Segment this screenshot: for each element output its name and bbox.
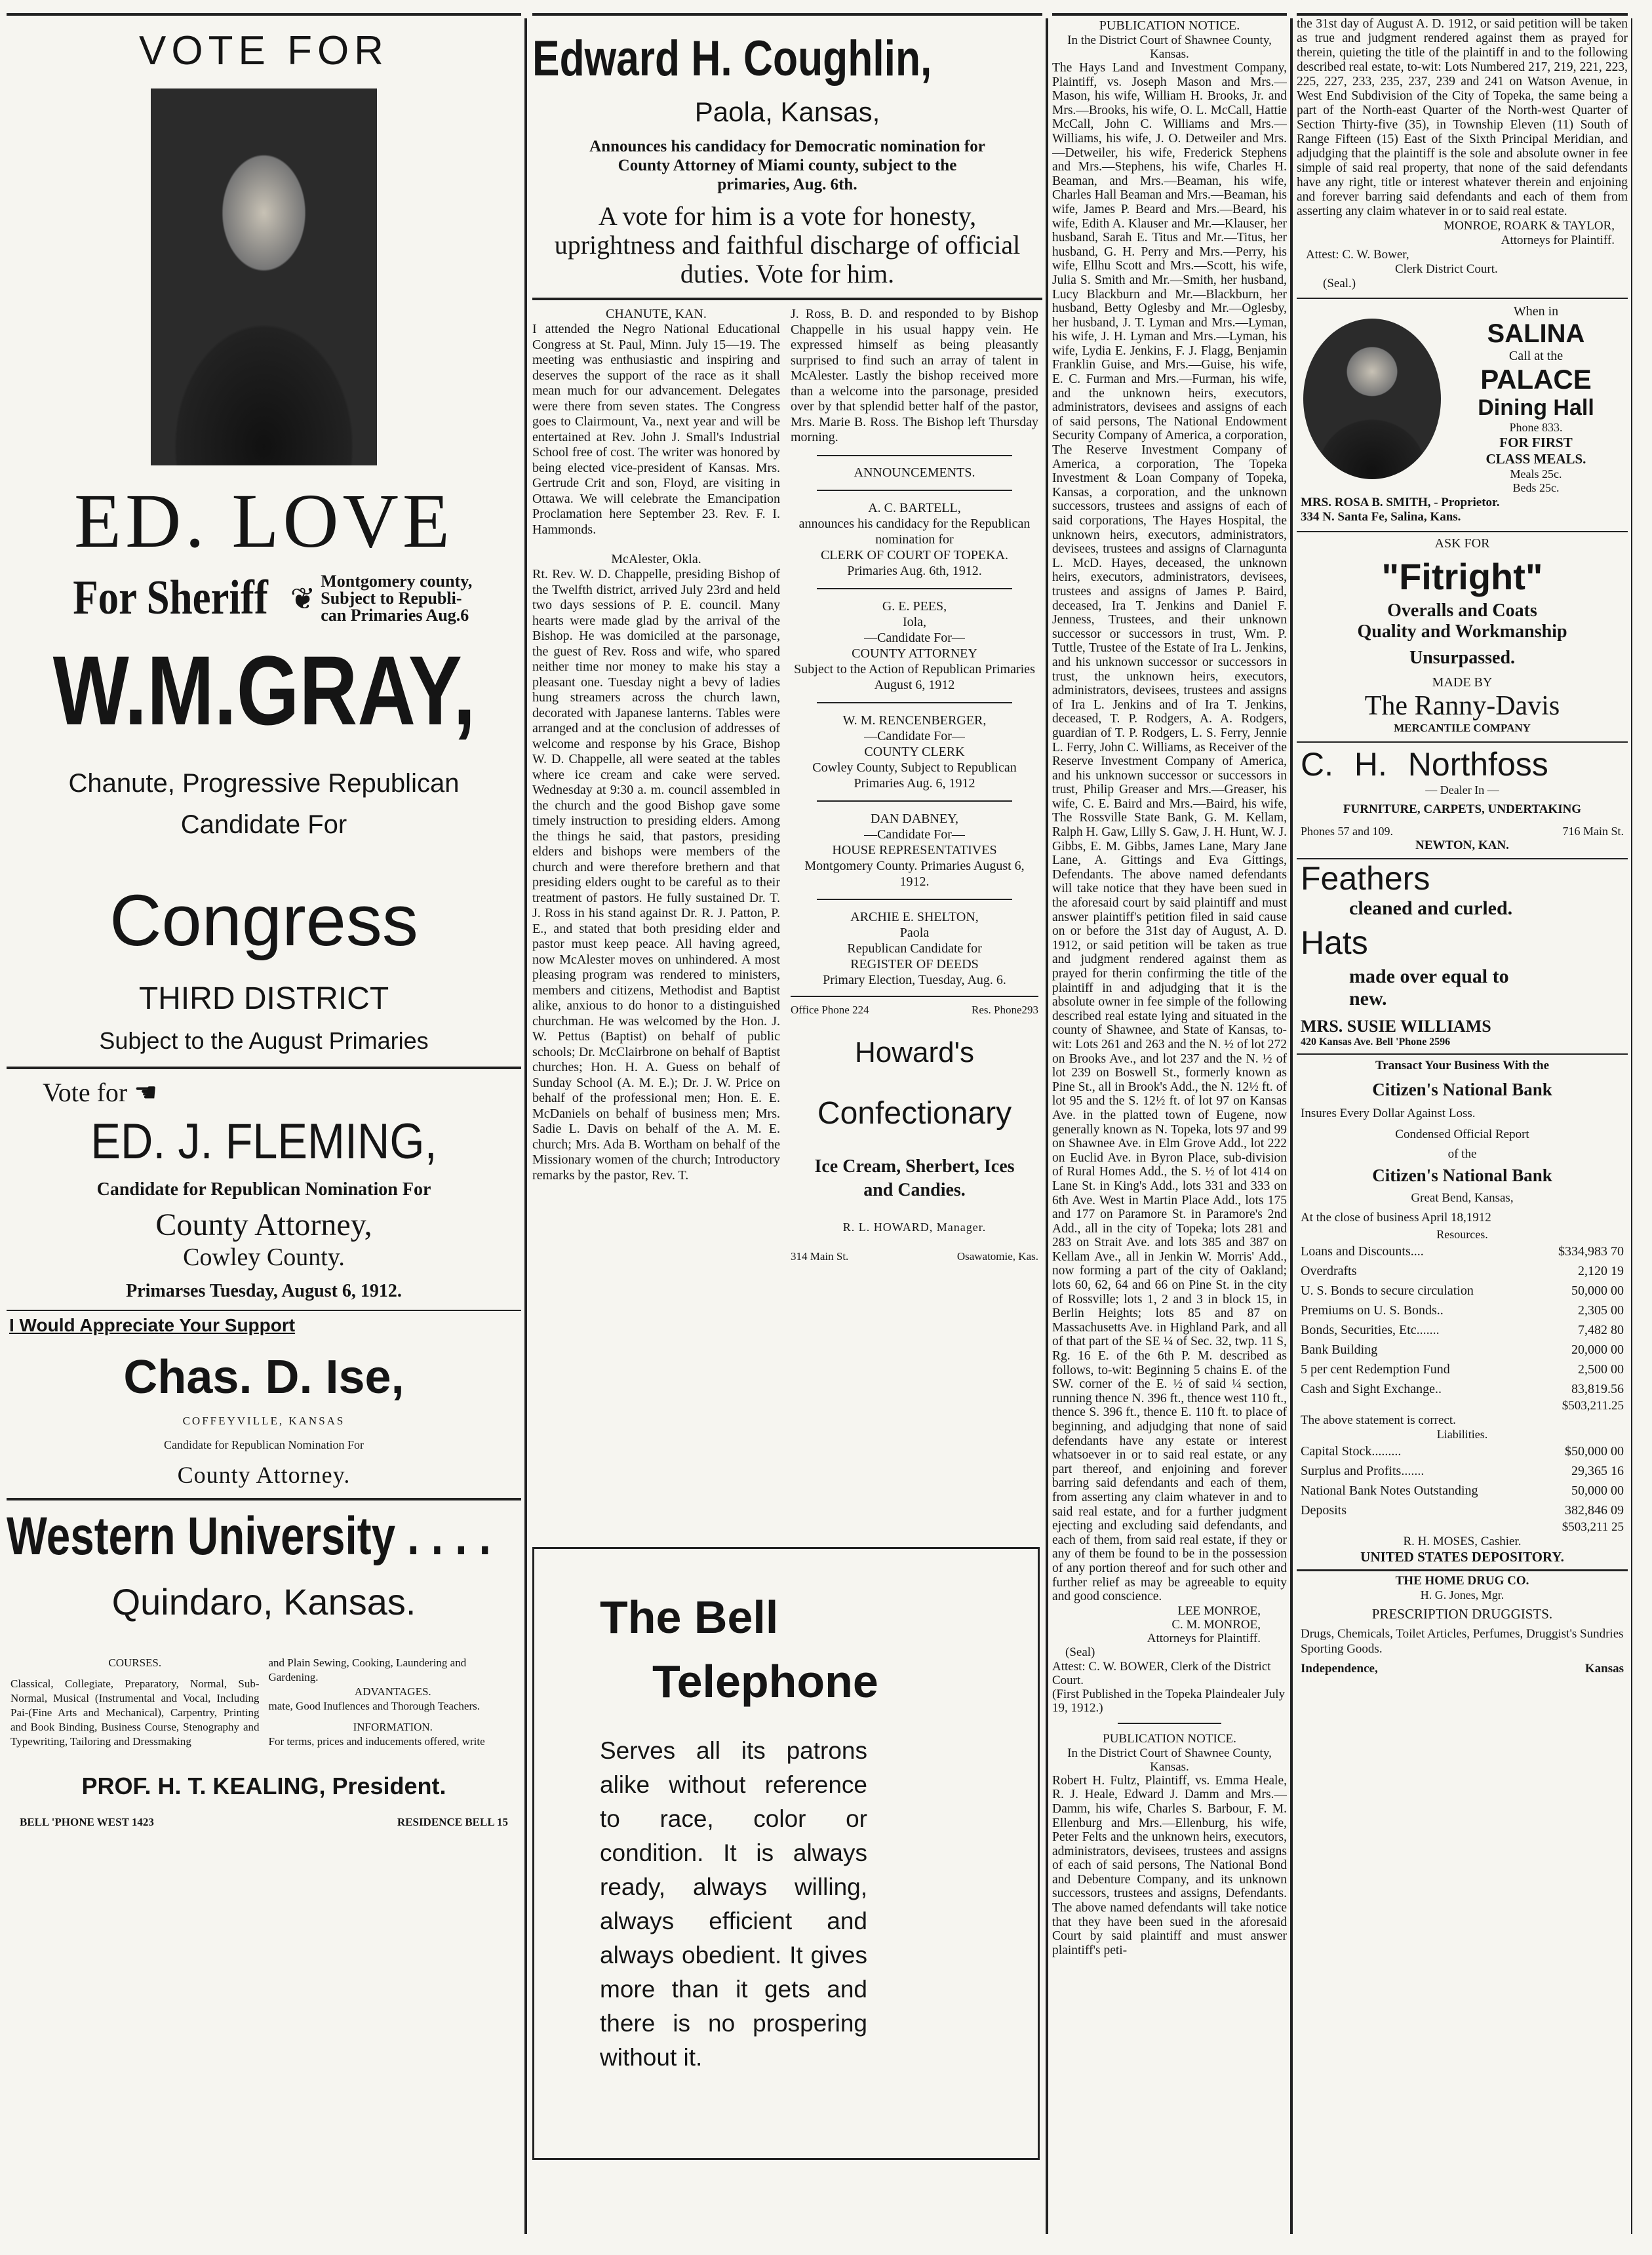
gray-office: Congress: [109, 880, 418, 961]
wu-name: Western University . . . .: [7, 1506, 491, 1566]
ise-office: County Attorney.: [177, 1462, 351, 1488]
wu-adv: mate, Good Inuflences and Thorough Teachers.: [268, 1700, 480, 1712]
fh-made: made over equal to new.: [1349, 966, 1509, 1010]
drug-mgr: H. G. Jones, Mgr.: [1420, 1588, 1504, 1601]
nf-goods: FURNITURE, CARPETS, UNDERTAKING: [1343, 802, 1582, 816]
bank-row: [1301, 1461, 1624, 1481]
gray-district: THIRD DISTRICT: [138, 981, 389, 1016]
shelton-office: REGISTER OF DEEDS: [850, 956, 979, 971]
bank-total: $503,211.25: [1562, 1399, 1624, 1413]
wu-residence: RESIDENCE BELL 15: [397, 1816, 508, 1828]
pub1-first: (First Published in the Topeka Plaindealer July 19, 1912.): [1052, 1687, 1286, 1715]
bank-resources: Resources.: [1436, 1228, 1488, 1241]
bank-liabilities: Liabilities.: [1436, 1428, 1488, 1441]
pub2-head: PUBLICATION NOTICE.: [1103, 1731, 1236, 1746]
pub2-text: Robert H. Fultz, Plaintiff, vs. Emma Heale, R. J. Heale, Edward J. Damm and Mrs.—Damm, his wife, Charles S. Barbour, F. M. Ellenburg and Mrs.—Ellenburg, his wife, Peter Felts and the unknown heirs, executors, administrators, devisees, trustees and assigns of each of said persons, The National Bond and Debenture Company, and its unknown successors, trustees and assigns, Defendants. The above named defendants will take notice that they have been sued in the aforesaid Court by said plaintiff and must answer plaintiff's peti-: [1052, 1773, 1287, 1957]
fit-company: The Ranny-Davis: [1364, 691, 1560, 721]
salina-addr: 334 N. Santa Fe, Salina, Kans.: [1301, 510, 1461, 524]
love-sub: can Primaries Aug.6: [321, 605, 469, 625]
bartell-primary: Primaries Aug. 6th, 1912.: [847, 563, 982, 578]
bank-row-value: 7,482 80: [1578, 1323, 1624, 1337]
bank-liabilities-table: [1297, 1441, 1628, 1520]
pub1-text: The Hays Land and Investment Company, Plaintiff, vs. Joseph Mason and Mrs.—Mason, his wife, William H. Brooks, Jr. and Mrs.—Brooks, his wife, O. L. McCall, Hattie McCall, John C. Williams and Mrs.—Williams, his wife, J. O. Detweiler and Mrs.—Detweiler, his wife, Frederick Stephens and Mrs.—Stephens, his wife, Charles H. Beaman, and Mrs.—Beaman, his wife, Charles Hall Beaman and Mrs.—Beaman, his wife, James P. Beard and Mrs.—Beard, his wife, Edith A. Klauser and Mr.—Klauser, her husband, Sarah E. Titus and Mr.—Titus, her husband, G. H. Perry and Mrs.—Perry, his wife, Ellhu Scott and Mrs.—Scott, his wife, Julia S. Smith and Mr.—Smith, her husband, Lucy Blackburn and Mr.—Blackburn, her husband, Betty Oglesby and Mr.—Oglesby, her husband, J. T. Lyman and Mrs.—Lyman, his wife, J. H. Lyman and Mrs.—Lyman, his wife, Lydia E. Jenkins, F. J. Flagg, Benjamin Franklin Guise, and Mrs.—Guise, his wife, E. C. Furman and Mrs.—Furman, his wife, and the unknown heirs, executors, administrators, devisees and assigns of each of said persons, The National Endowment Security Company of America, a corporation, The Reserve Investment Company of America, a corporation, The Topeka Investment & Loan Company of Topeka, Kansas, a corporation, and the unknown successors, trustees and assigns of each of said corporations, The Hayes Hospital, the unknown heirs, executors, administrators, devisees, trustees and assigns of Clarnagunta L. McD. Hayes, deceased, the unknown heirs, executors, administrators, devisees, trustees and assigns of James P. Baird, deceased, Ira T. Jenkins and Daniel F. Jenness, Trustees, and their unknown successor or successors in trust, Wm. P. Tuttle, Trustee of the Estate of Ira L. Jenkins, and his unknown successor or successors in trust, the unknown heirs, executors, administrators, devisees, trustees and assigns of Ira L. Jenkins and of Ira T. Jenkins, deceased, T. P. Rodgers, A. A. Rodgers, guardian of T. P. Rodgers, L. S. Ferry, Jennie L. Ferry, John C. Williams, as Receiver of the Reserve Investment Company of America, and his unknown successor or successors in trust, Philip Greaser and Mrs.—Greaser, his wife, C. E. Baird and Mrs.—Baird, his wife, The Rossville State Bank, G. M. Kellam, Ralph H. Gaw, Lilly S. Gaw, J. H. Hunt, W. J. Gibbs, E. M. Gibbs, James Lane, Mary Jane Lane, A. Gittings and Eva Gittings, Defendants. The above named defendants will take notice that they have been sued in the aforesaid court by said plaintiff and must answer plaintiff's petition filed in said cause on or before the 31st day of August, A. D. 1912, or said petition will be taken as true and judgment rendered against them as prayed for therin confirming the title of the plaintiff in and adjudging that it is the absolute owner in fee simple of the following described real estate lying and situated in the county of Shawnee, and State of Kansas, to-wit: Lots 261 and 263 and the N. ½ of lot 272 on Brooks Ave., and lot 237 and the N. ½ of lot 239 on Boswell St., formerly known as Pine St., all in Brook's Add., the N. 12½ ft. of lot 95 and the S. 12½ ft. of lot 97 on Kansas Ave. in the platted town of Eugene, now generally known as N. Topeka, lots 97 and 99 on Shawnee Ave. in Elm Grove Add., lot 222 on Euclid Ave. in Byron Place, sub-division of Rural Homes Add., the S. ½ of lot 414 on Lane St. in King's Add., lots 331 and 333 on 6th Ave. West in Martin Place Add., lots 175 and 177 on Paramore St. in Paramore's 2nd Add., all in the city of Topeka; lots 281 and 283 on Strait Ave. and lots 385 and 387 on Kellam Ave., all in Jenkin W. Morris' Add., now forming a part of the city of Oakland; lots 60, 62, 64 and 66 on Pine St. in the city of Rossville; lots 1, 2 and 3 in block 15, in Berlin Heights; lots 85 and 87 on Massachusetts Ave. in Highland Park, and all of that part of the SE ¼ of Sec. 32, twp. 11 S, Rg. 16 E. of the 6th P. M. described as follows, to-wit: Beginning 5 chains E. of the SW. corner of the E. ½ of said ¼ section, running thence N. 396 ft., thence west 110 ft., thence S. 396 ft., thence E. 110 ft. to place of beginning, and adjudging that none of said defendants have any estate or interest whatsoever in or to said real estate, or any part thereof, and enjoining and forever barring said defendants and each of them, from asserting any claim whatever in and to said real estate, and for a further judgment ejecting and excluding said defendants, and each of them, from said real estate, if they or any of them be found to be in the possession of any portion thereof and for such other and further relief as may be agreeable to equity and good conscience.: [1052, 61, 1287, 1604]
top-notice-text: the 31st day of August A. D. 1912, or said petition will be taken as true and judgment rendered against them as prayed for therein, quieting the title of the plaintiff in and to the following described real estate, to-wit: Lots Numbered 217, 219, 221, 223, 225, 227, 233, 235, 237, 239 and 241 on Watson Avenue, in West End Subdivision of the City of Topeka, the same being a part of the North-east Quarter of the North-west Quarter of Section Thirty-five (35), in Township Eleven (11) South of Range Fifteen (15) East of the Sixth Principal Meridian, and adjudging that the plaintiff is the sole and absolute owner in fee simple of said real property, that none of the said defendants have any right, title or interest whatever therein and enjoining and forever barring said defendants and each of them from asserting any claim whatever in or to said real estate.: [1297, 17, 1628, 218]
drug-city: Independence,: [1301, 1662, 1378, 1676]
howard-city: Osawatomie, Kas.: [956, 1249, 1038, 1263]
drug-items: Drugs, Chemicals, Toilet Articles, Perfumes, Druggist's Sundries Sporting Goods.: [1301, 1627, 1624, 1656]
column-rule: [1631, 18, 1632, 2234]
salina-class: CLASS MEALS.: [1485, 451, 1586, 467]
bank-row-value: 20,000 00: [1571, 1343, 1624, 1357]
salina-when: When in: [1513, 304, 1559, 319]
bank-row-label: Bank Building: [1301, 1343, 1378, 1357]
bell-title: Telephone: [652, 1656, 878, 1707]
shelton-town: Paola: [899, 925, 930, 940]
bank-row-value: $334,983 70: [1558, 1244, 1624, 1259]
bank-row-value: 50,000 00: [1571, 1483, 1624, 1498]
bank-row-label: Deposits: [1301, 1503, 1347, 1518]
bartell-name: A. C. BARTELL,: [868, 500, 961, 515]
bank-row-value: 2,120 19: [1578, 1264, 1624, 1278]
candidate-portrait: [151, 88, 377, 465]
wu-president: PROF. H. T. KEALING, President.: [81, 1773, 446, 1799]
pub1-seal: (Seal): [1065, 1645, 1095, 1659]
wu-info: For terms, prices and inducements offered, write: [268, 1735, 485, 1748]
bank-row: [1301, 1441, 1624, 1461]
bank-row-value: 50,000 00: [1571, 1284, 1624, 1298]
howard-items: Ice Cream, Sherbert, Ices and Candies.: [814, 1156, 1015, 1200]
bank-row-label: Overdrafts: [1301, 1264, 1357, 1278]
fleming-name: ED. J. FLEMING,: [90, 1114, 437, 1169]
salina-palace: PALACE: [1480, 364, 1592, 395]
pointing-hand-icon: ☚: [134, 1078, 158, 1107]
bank-row-value: 83,819.56: [1571, 1382, 1624, 1396]
top-seal: (Seal.): [1323, 277, 1356, 290]
gray-name: W.M.GRAY,: [52, 635, 476, 745]
fleming-line: Candidate for Republican Nomination For: [96, 1179, 431, 1200]
bank-depository: UNITED STATES DEPOSITORY.: [1360, 1549, 1564, 1565]
bank-row: [1301, 1340, 1624, 1360]
ise-name: Chas. D. Ise,: [123, 1351, 404, 1403]
fit-name: "Fitright": [1381, 556, 1543, 597]
shelton-line: Republican Candidate for: [847, 941, 982, 956]
bank-condensed: Condensed Official Report: [1395, 1128, 1529, 1141]
bank-place: Great Bend, Kansas,: [1411, 1191, 1514, 1205]
fit-line: Quality and Workmanship: [1357, 621, 1567, 642]
mcalester-text-cont: J. Ross, B. D. and responded to by Bishop Chappelle in his usual happy vein. He expressed himself as being pleasantly surprised to find such an array of talent in McAlester. Lastly the bishop received more than a welcome into the parsonage, presided over by that splendid better half of the pastor, Mrs. Marie B. Ross. The Bishop left Thursday morning.: [791, 307, 1038, 444]
fh-addr: 420 Kansas Ave. Bell 'Phone 2596: [1301, 1036, 1451, 1048]
fleming-county: Cowley County.: [183, 1244, 345, 1271]
fleming-primary: Primarses Tuesday, August 6, 1912.: [126, 1281, 402, 1301]
salina-dining: Dining Hall: [1478, 395, 1594, 420]
coughlin-town: Paola, Kansas,: [694, 96, 880, 127]
love-sub: Subject to Republi-: [321, 588, 462, 608]
salina-call: Call at the: [1508, 349, 1564, 363]
salina-phone: Phone 833.: [1509, 421, 1563, 434]
renc-subject: Cowley County, Subject to Republican Primaries Aug. 6, 1912: [812, 760, 1017, 791]
bank-close: At the close of business April 18,1912: [1301, 1211, 1491, 1225]
wu-phone: BELL 'PHONE WEST 1423: [20, 1816, 154, 1828]
top-attest: Attest: C. W. Bower,: [1306, 248, 1409, 262]
bank-row-label: Bonds, Securities, Etc.......: [1301, 1323, 1440, 1337]
bank-row-label: Cash and Sight Exchange..: [1301, 1382, 1442, 1396]
bank-correct: The above statement is correct.: [1301, 1413, 1456, 1427]
fit-line: Overalls and Coats: [1387, 600, 1537, 621]
bank-row-value: 382,846 09: [1565, 1503, 1624, 1518]
pees-town: Iola,: [902, 614, 927, 629]
drug-state: Kansas: [1584, 1662, 1624, 1676]
drug-presc: PRESCRIPTION DRUGGISTS.: [1371, 1606, 1553, 1622]
fit-made: MADE BY: [1432, 675, 1493, 690]
bell-title: The Bell: [600, 1592, 779, 1643]
top-attys: Attorneys for Plaintiff.: [1501, 233, 1615, 247]
chanute-head: CHANUTE, KAN.: [606, 307, 707, 321]
vote-for-heading: VOTE FOR: [139, 28, 389, 73]
bank-row: [1301, 1320, 1624, 1340]
bell-text: Serves all its patrons alike without reference to race, color or condition. It is always ready, always willing, always efficient and always obedient. It gives more than it gets and there is no prospering without it.: [600, 1737, 867, 2071]
bank-row: [1301, 1301, 1624, 1320]
bank-row-label: National Bank Notes Outstanding: [1301, 1483, 1478, 1498]
ise-support: I Would Appreciate Your Support: [9, 1315, 296, 1335]
fh-cleaned: cleaned and curled.: [1349, 897, 1513, 919]
pees-name: G. E. PEES,: [882, 598, 947, 614]
love-name: ED. LOVE: [74, 478, 454, 564]
salina-meals: Meals 25c.: [1510, 467, 1562, 480]
salina-for: FOR FIRST: [1499, 435, 1573, 450]
chanute-text: I attended the Negro National Educational Congress at St. Paul, Minn. July 15—19. The meeting was enthusiastic and inspiring and deserves the support of the race as it shall mean much for our advancement. Delegates were there from seven states. The Congress goes to Clairmount, Va., next year and will be entertained at Rev. John J. Small's Industrial School free of cost. The writer was honored by being elected vice-president of Kansas. Mrs. Gertrude Crit and son, Floyd, are visiting in Ottawa. We will celebrate the Emancipation Proclamation here September 23. Rev. F. I. Hammonds.: [532, 322, 780, 537]
ise-line: Candidate for Republican Nomination For: [164, 1438, 364, 1451]
pub2-court: In the District Court of Shawnee County, Kansas.: [1067, 1746, 1272, 1774]
wu-more: and Plain Sewing, Cooking, Laundering and Gardening.: [268, 1657, 467, 1683]
bartell-office: CLERK OF COURT OF TOPEKA.: [820, 547, 1009, 562]
howard-conf: Confectionary: [817, 1095, 1012, 1131]
wu-place: Quindaro, Kansas.: [111, 1581, 416, 1622]
pees-cand: —Candidate For—: [864, 630, 965, 645]
pees-subject: Subject to the Action of Republican Primaries August 6, 1912: [794, 661, 1035, 692]
howard-mgr: R. L. HOWARD, Manager.: [842, 1220, 987, 1234]
bank-row: [1301, 1242, 1624, 1261]
salina-prop: MRS. ROSA B. SMITH, - Proprietor.: [1301, 496, 1500, 509]
fh-name: MRS. SUSIE WILLIAMS: [1301, 1017, 1491, 1036]
bank-row-label: Loans and Discounts....: [1301, 1244, 1424, 1259]
renc-office: COUNTY CLERK: [864, 744, 965, 759]
gray-line: Candidate For: [180, 810, 347, 839]
dabney-cand: —Candidate For—: [864, 827, 965, 842]
coughlin-announce: Announces his candidacy for Democratic nomination for County Attorney of Miami county, subject to the primaries, Aug. 6th.: [589, 138, 985, 193]
bank-name2: Citizen's National Bank: [1372, 1166, 1552, 1185]
fit-merc: MERCANTILE COMPANY: [1394, 722, 1531, 734]
mcalester-text: Rt. Rev. W. D. Chappelle, presiding Bishop of the Twelfth district, arrived July 23rd and held two days sessions of P. E. council. Many hearts were made glad by the arrival of the Bishop. He was domiciled at the parsonage, the guest of Rev. Ross and wife, who spared neither time nor money to make his stay a pleasant one. Tuesday night a bevy of ladies hung streamers across the church lawn, decorated with Japanese lanterns. Tables were arranged and at the conclusion of addresses of welcome and response by his Grace, Bishop W. D. Chappelle, all were seated at the tables where ice cream and cake were served. Wednesday at 9:30 a. m. council assembled in the church and the good Bishop gave some timely instruction to presiding elders. Among the things he said, that pastors, presiding elders and bishops were members of the church and were therefore brethern and that presiding elders ought to be careful as to their treatment of pastors. He fully sustained Dr. T. J. Ross in his stand against Dr. R. J. Patton, P. E., and stated that both presiding elder and pastor must keep peace. All having agreed, now McAlester moves on unhindered. A most pleasing program was rendered to ministers, members and citizens, Methodist and Baptist alike, anxious to do honor to a distinguished churchman. He was welcomed by the Hon. J. W. Pettus (Baptist) on behalf of public schools; Dr. McClairbrone on behalf of Baptist churches; Hon. H. A. Guess on behalf of Sunday School (A. M. E.); Dr. J. W. Price on behalf of the professional men; Hon. E. E. McDaniels on behalf of business men; Mrs. Sadie L. Davis on behalf of the A. M. E. church; Mrs. Ada B. Wortham on behalf of the Missionary women of the church; Introductory remarks by the pastor, Rev. T.: [532, 567, 780, 1183]
pub1-attys: LEE MONROE,: [1177, 1603, 1261, 1618]
bell-telephone-ad: [532, 1547, 1040, 2160]
mcalester-head: McAlester, Okla.: [611, 552, 701, 566]
gray-subject: Subject to the August Primaries: [99, 1027, 429, 1054]
salina-city: SALINA: [1487, 319, 1585, 348]
bank-transact: Transact Your Business With the: [1375, 1059, 1549, 1072]
renc-name: W. M. RENCENBERGER,: [842, 713, 987, 728]
howard-office-phone: Office Phone 224: [791, 1003, 869, 1016]
wu-info-head: INFORMATION.: [353, 1721, 433, 1733]
column-3: [1052, 13, 1287, 2242]
pub1-attys: C. M. MONROE,: [1171, 1617, 1261, 1632]
bank-row-value: 2,500 00: [1578, 1362, 1624, 1377]
column-rule: [1046, 18, 1048, 2234]
gray-line: Chanute, Progressive Republican: [68, 769, 460, 798]
love-office: For Sheriff: [72, 571, 268, 625]
announcements-head: ANNOUNCEMENTS.: [854, 465, 975, 480]
bank-total: $503,211 25: [1562, 1520, 1624, 1534]
nf-name: C. H. Northfoss: [1301, 746, 1548, 783]
pub1-head: PUBLICATION NOTICE.: [1099, 18, 1240, 33]
wu-courses-head: COURSES.: [108, 1657, 162, 1669]
wu-courses: Classical, Collegiate, Preparatory, Normal, Sub-Normal, Musical (Instrumental and Vocal, Including Pai-(Fine Arts and Mechanical), Carpentry, Printing and Book Binding, Business Course, Stenography and Typewriting, Tailoring and Dressmaking: [10, 1677, 260, 1748]
pub1-attest: Attest: C. W. BOWER, Clerk of the District Court.: [1052, 1659, 1271, 1687]
bank-row: [1301, 1481, 1624, 1500]
bank-name: Citizen's National Bank: [1372, 1080, 1552, 1099]
howard-res-phone: Res. Phone293: [972, 1003, 1038, 1016]
column-rule: [1290, 18, 1293, 2234]
fit-ask: ASK FOR: [1434, 536, 1490, 551]
bank-insures: Insures Every Dollar Against Loss.: [1301, 1107, 1476, 1120]
bank-row-value: 2,305 00: [1578, 1303, 1624, 1318]
fit-line: Unsurpassed.: [1409, 648, 1516, 668]
wu-adv-head: ADVANTAGES.: [354, 1685, 431, 1698]
dabney-office: HOUSE REPRESENTATIVES: [832, 842, 997, 857]
bank-row-label: Capital Stock.........: [1301, 1444, 1402, 1459]
column-1: [7, 13, 521, 2242]
dabney-subject: Montgomery County. Primaries August 6, 1912.: [804, 858, 1025, 889]
nf-city: NEWTON, KAN.: [1415, 838, 1509, 852]
renc-cand: —Candidate For—: [864, 728, 965, 743]
bank-row: [1301, 1379, 1624, 1399]
bank-row: [1301, 1360, 1624, 1379]
bartell-text: announces his candidacy for the Republican nomination for: [798, 516, 1031, 547]
ise-city: COFFEYVILLE, KANSAS: [182, 1415, 345, 1427]
dabney-name: DAN DABNEY,: [870, 811, 959, 826]
bank-cashier: R. H. MOSES, Cashier.: [1403, 1535, 1522, 1548]
fleming-office: County Attorney,: [155, 1207, 372, 1242]
bank-row: [1301, 1281, 1624, 1301]
coughlin-slogan: A vote for him is a vote for honesty, uprightness and faithful discharge of official duties. Vote for him.: [554, 201, 1021, 288]
pub1-court: In the District Court of Shawnee County, Kansas.: [1067, 33, 1272, 61]
pees-office: COUNTY ATTORNEY: [852, 646, 977, 661]
leaf-ornament-icon: ❦: [290, 581, 316, 616]
bank-of: of the: [1447, 1147, 1477, 1161]
fh-feathers: Feathers: [1301, 860, 1430, 897]
nf-dealer: — Dealer In —: [1425, 783, 1499, 796]
coughlin-name: Edward H. Coughlin,: [532, 31, 932, 87]
bank-row-value: $50,000 00: [1565, 1444, 1624, 1459]
bank-resources-table: [1297, 1242, 1628, 1399]
bank-row-label: Premiums on U. S. Bonds..: [1301, 1303, 1444, 1318]
howard-addr: 314 Main St.: [791, 1249, 849, 1263]
nf-addr: 716 Main St.: [1562, 825, 1624, 838]
shelton-primary: Primary Election, Tuesday, Aug. 6.: [823, 972, 1006, 987]
fh-hats: Hats: [1301, 924, 1368, 961]
love-sub: Montgomery county,: [321, 571, 473, 591]
bank-row-label: 5 per cent Redemption Fund: [1301, 1362, 1450, 1377]
love-office-block: [7, 570, 521, 626]
bank-row-label: U. S. Bonds to secure circulation: [1301, 1284, 1474, 1298]
fleming-vote: Vote for ☚: [43, 1078, 158, 1107]
bank-row-value: 29,365 16: [1571, 1464, 1624, 1478]
shelton-name: ARCHIE E. SHELTON,: [850, 909, 979, 924]
column-rule: [524, 18, 527, 2234]
bank-row-label: Surplus and Profits.......: [1301, 1464, 1425, 1478]
top-attys: MONROE, ROARK & TAYLOR,: [1444, 219, 1615, 233]
bank-row: [1301, 1261, 1624, 1281]
proprietor-portrait: [1303, 319, 1441, 479]
bank-row: [1301, 1500, 1624, 1520]
salina-beds: Beds 25c.: [1512, 481, 1560, 494]
pub1-attys: Attorneys for Plaintiff.: [1147, 1631, 1261, 1645]
drug-name: THE HOME DRUG CO.: [1395, 1574, 1529, 1588]
column-2: [532, 13, 1042, 2242]
column-4: [1297, 13, 1628, 2242]
howard-name: Howard's: [854, 1036, 974, 1069]
nf-phones: Phones 57 and 109.: [1301, 825, 1393, 838]
top-clerk: Clerk District Court.: [1395, 262, 1498, 276]
